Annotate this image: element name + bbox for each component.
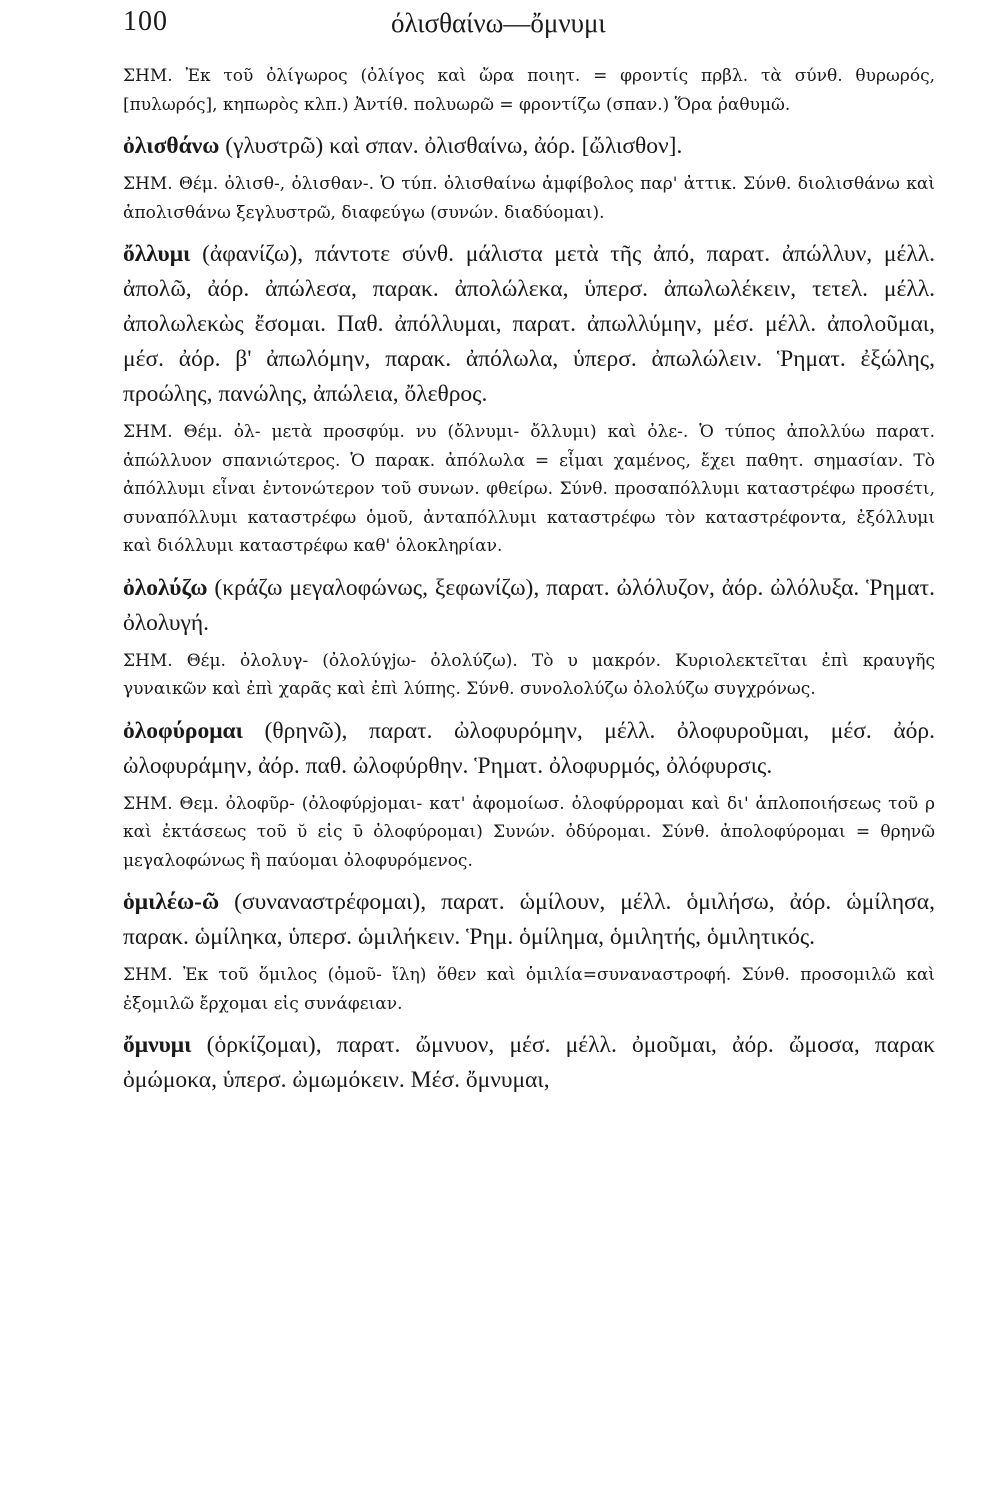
entry-definition: (ὁρκίζομαι), παρατ. ὤμνυον, μέσ. μέλλ. ὀμοῦμαι, ἀόρ. ὤμοσα, παρακ ὀμώμοκα, ὑπερσ. ὠμωμόκειν. Μέσ. ὄμνυμαι, [123,1032,935,1093]
entry-lemma: ὀλοφύρομαι [123,717,243,744]
dictionary-entry [123,237,935,412]
dictionary-entry [123,1028,935,1098]
entry-lemma: ὀλισθάνω [123,133,220,159]
note-paragraph: ΣΗΜ. Θεμ. ὀλοφῦρ- (ὀλοφύρjομαι- κατ' ἀφομοίωσ. ὀλοφύρρομαι καὶ δι' ἁπλοποιήσεως τοῦ ρ καὶ ἐκτάσεως τοῦ ῠ εἰς ῡ ὀλοφύρομαι) Συνών. ὀδύρομαι. Σύνθ. ἀπολοφύρομαι = θρηνῶ μεγαλοφώνως ἢ παύομαι ὀλοφυρόμενος. [123,793,935,871]
entry-lemma: ὄμνυμι [123,1032,192,1058]
note-paragraph: ΣΗΜ. Θέμ. ὀλ- μετὰ προσφύμ. νυ (ὄλνυμι- ὄλλυμι) καὶ ὀλε-. Ὁ τύπος ἀπολλύω παρατ. ἀπώλλυον σπανιώτερος. Ὁ παρακ. ἀπόλωλα = εἶμαι χαμένος, ἔχει παθητ. σημασίαν. Τὸ ἀπόλλυμι εἶναι ἐντονώτερον τοῦ συνων. φθείρω. Σύνθ. προσαπόλλυμι καταστρέφω προσέτι, συναπόλλυμι καταστρέφω ὁμοῦ, ἀνταπόλλυμι καταστρέφω τὸν καταστρέφοντα, ἐξόλλυμι καὶ διόλλυμι καταστρέφω καθ' ὁλοκληρίαν. [123,422,935,556]
note-paragraph: ΣΗΜ. Θέμ. ὀλολυγ- (ὀλολύγjω- ὀλολύζω). Τὸ υ μακρόν. Κυριολεκτεῖται ἐπὶ κραυγῆς γυναικῶν καὶ ἐπὶ χαρᾶς καὶ ἐπὶ λύπης. Σύνθ. συνολολύζω ὀλολύζω συγχρόνως. [123,650,935,699]
entry-lemma: ὀλολύζω [123,574,208,601]
entry-definition: (συναναστρέφομαι), παρατ. ὡμίλουν, μέλλ. ὁμιλήσω, ἀόρ. ὡμίλησα, παρακ. ὡμίληκα, ὑπερσ. ὡμιλήκειν. Ῥημ. ὁμίλημα, ὁμιλητής, ὁμιλητικός. [123,889,935,950]
dictionary-entry [123,129,935,164]
entry-definition: (κράζω μεγαλοφώνως, ξεφωνίζω), παρατ. ὠλόλυζον, ἀόρ. ὠλόλυξα. Ῥηματ. ὀλολυγή. [123,574,935,636]
note-paragraph: ΣΗΜ. Ἐκ τοῦ ὅμιλος (ὁμοῦ- ἴλη) ὅθεν καὶ ὁμιλία=συναναστροφή. Σύνθ. προσομιλῶ καὶ ἐξομιλῶ ἔρχομαι εἰς συνάφειαν. [123,965,935,1014]
entry-lemma: ὁμιλέω-ῶ [123,889,220,915]
entry-definition: (ἀφανίζω), πάντοτε σύνθ. μάλιστα μετὰ τῆς ἀπό, παρατ. ἀπώλλυν, μέλλ. ἀπολῶ, ἀόρ. ἀπώλεσα, παρακ. ἀπολώλεκα, ὑπερσ. ἀπωλωλέκειν, τετελ. μέλλ. ἀπολωλεκὼς ἔσομαι. Παθ. ἀπόλλυμαι, παρατ. ἀπωλλύμην, μέσ. μέλλ. ἀπολοῦμαι, μέσ. ἀόρ. β' ἀπωλόμην, παρακ. ἀπόλωλα, ὑπερσ. ἀπωλώλειν. Ῥηματ. ἐξώλης, προώλης, πανώλης, ἀπώλεια, ὄλεθρος. [123,241,935,407]
page-number: 100 [123,6,168,37]
running-head: όλισθαίνω—ὄμνυμι [391,8,606,38]
entry-definition: (θρηνῶ), παρατ. ὠλοφυρόμην, μέλλ. ὀλοφυροῦμαι, μέσ. ἀόρ. ὠλοφυράμην, ἀόρ. παθ. ὠλοφύρθην. Ῥηματ. ὀλοφυρμός, ὀλόφυρσις. [123,717,935,779]
page-body [123,62,935,1104]
dictionary-entry [123,571,935,641]
note-paragraph: ΣΗΜ. Ἐκ τοῦ ὀλίγωρος (ὀλίγος καὶ ὤρα ποιητ. = φροντίς πρβλ. τὰ σύνθ. θυρωρός, [πυλωρός], κηπωρὸς κλπ.) Ἀντίθ. πολυωρῶ = φροντίζω (σπαν.) Ὅρα ῥαθυμῶ. [123,66,935,115]
entry-lemma: ὄλλυμι [123,241,191,267]
dictionary-entry [123,885,935,955]
entry-definition: (γλυστρῶ) καὶ σπαν. ὀλισθαίνω, ἀόρ. [ὤλισθον]. [219,133,683,159]
note-paragraph: ΣΗΜ. Θέμ. ὀλισθ-, ὀλισθαν-. Ὁ τύπ. ὀλισθαίνω ἀμφίβολος παρ' ἀττικ. Σύνθ. διολισθάνω καὶ ἀπολισθάνω ξεγλυστρῶ, διαφεύγω (συνών. διαδύομαι). [123,174,935,223]
dictionary-entry [123,714,935,784]
page-header [123,6,823,36]
